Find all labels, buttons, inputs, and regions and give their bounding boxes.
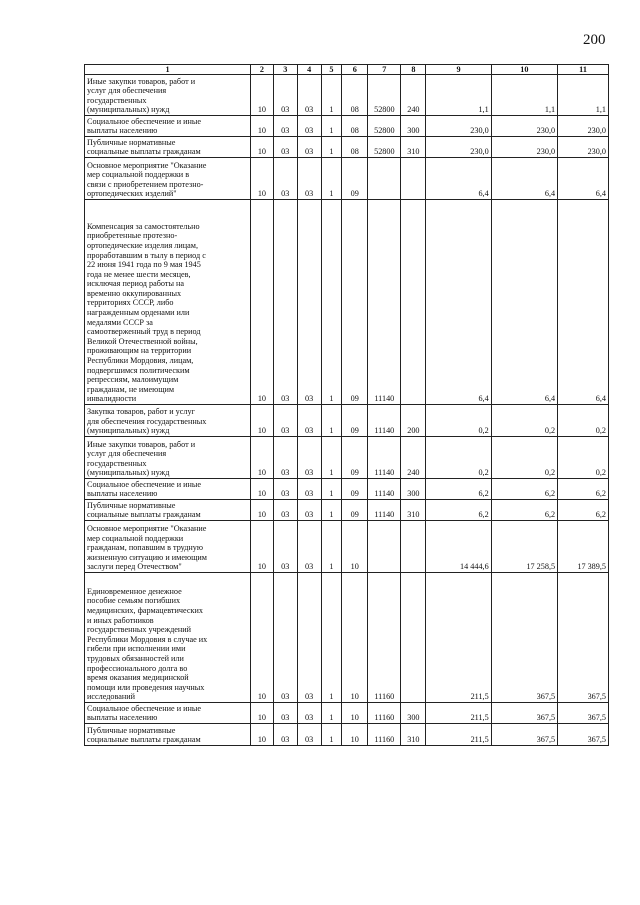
- direction-code-cell: 52800: [368, 75, 401, 116]
- program-code-cell: 03: [297, 437, 321, 479]
- table-row: [85, 200, 609, 405]
- subprogram-code-cell: 1: [321, 573, 342, 703]
- section-code-cell: 10: [251, 158, 274, 200]
- direction-code-cell: 11140: [368, 479, 401, 500]
- amount-year3-cell: 367,5: [558, 573, 609, 703]
- budget-table: [84, 64, 609, 746]
- amount-year3-cell: 230,0: [558, 116, 609, 137]
- subprogram-code-cell: 1: [321, 405, 342, 437]
- row-name-cell: Компенсация за самостоятельно приобретенные протезно- ортопедические изделия лицам, проработавшим в тылу в период с 22 июня 1941 года по 9 мая 1945 года не менее шести месяцев, исключая период работы на временно оккупированных территориях СССР, либо награжденным орденами или медалями СССР за самоотверженный труд в период Великой Отечественной войны, проживающим на территории Республики Мордовия, лицам, подвергшимся политическим репрессиям, малоимущим гражданам, не имеющим инвалидности: [85, 200, 251, 405]
- subprogram-code-cell: 1: [321, 200, 342, 405]
- direction-code-cell: 11140: [368, 200, 401, 405]
- program-code-cell: 03: [297, 158, 321, 200]
- header-cell: 4: [297, 65, 321, 75]
- section-code-cell: 10: [251, 437, 274, 479]
- header-cell: 10: [491, 65, 557, 75]
- subsection-code-cell: 03: [273, 158, 297, 200]
- subprogram-code-cell: 1: [321, 158, 342, 200]
- subsection-code-cell: 03: [273, 137, 297, 158]
- subsection-code-cell: 03: [273, 75, 297, 116]
- amount-year3-cell: 0,2: [558, 437, 609, 479]
- activity-code-cell: 10: [342, 573, 368, 703]
- header-cell: 7: [368, 65, 401, 75]
- subprogram-code-cell: 1: [321, 116, 342, 137]
- subprogram-code-cell: 1: [321, 521, 342, 573]
- expense-type-cell: [401, 521, 426, 573]
- amount-year3-cell: 6,4: [558, 200, 609, 405]
- amount-year2-cell: 230,0: [491, 116, 557, 137]
- program-code-cell: 03: [297, 137, 321, 158]
- program-code-cell: 03: [297, 573, 321, 703]
- section-code-cell: 10: [251, 405, 274, 437]
- expense-type-cell: [401, 158, 426, 200]
- expense-type-cell: [401, 200, 426, 405]
- amount-year1-cell: 230,0: [426, 116, 491, 137]
- amount-year2-cell: 0,2: [491, 437, 557, 479]
- subsection-code-cell: 03: [273, 437, 297, 479]
- program-code-cell: 03: [297, 405, 321, 437]
- subsection-code-cell: 03: [273, 724, 297, 746]
- table-row: [85, 405, 609, 437]
- subprogram-code-cell: 1: [321, 437, 342, 479]
- amount-year3-cell: 6,4: [558, 158, 609, 200]
- expense-type-cell: 310: [401, 724, 426, 746]
- amount-year1-cell: 14 444,6: [426, 521, 491, 573]
- expense-type-cell: [401, 573, 426, 703]
- activity-code-cell: 10: [342, 521, 368, 573]
- row-name-cell: Публичные нормативные социальные выплаты гражданам: [85, 137, 251, 158]
- table-row: [85, 137, 609, 158]
- table-row: [85, 573, 609, 703]
- subsection-code-cell: 03: [273, 200, 297, 405]
- row-name-cell: Публичные нормативные социальные выплаты гражданам: [85, 500, 251, 521]
- row-name-cell: Социальное обеспечение и иные выплаты населению: [85, 703, 251, 724]
- subprogram-code-cell: 1: [321, 724, 342, 746]
- table-row: [85, 521, 609, 573]
- expense-type-cell: 310: [401, 137, 426, 158]
- amount-year3-cell: 230,0: [558, 137, 609, 158]
- amount-year1-cell: 211,5: [426, 703, 491, 724]
- amount-year1-cell: 1,1: [426, 75, 491, 116]
- table-row: [85, 437, 609, 479]
- activity-code-cell: 10: [342, 724, 368, 746]
- expense-type-cell: 310: [401, 500, 426, 521]
- amount-year2-cell: 6,2: [491, 479, 557, 500]
- section-code-cell: 10: [251, 75, 274, 116]
- section-code-cell: 10: [251, 703, 274, 724]
- table-row: [85, 116, 609, 137]
- header-cell: 9: [426, 65, 491, 75]
- amount-year1-cell: 211,5: [426, 573, 491, 703]
- expense-type-cell: 300: [401, 116, 426, 137]
- direction-code-cell: [368, 521, 401, 573]
- expense-type-cell: 240: [401, 75, 426, 116]
- header-cell: 3: [273, 65, 297, 75]
- amount-year3-cell: 6,2: [558, 500, 609, 521]
- section-code-cell: 10: [251, 137, 274, 158]
- row-name-cell: Основное мероприятие "Оказание мер социальной поддержки гражданам, попавшим в трудную жизненную ситуацию и имеющим заслуги перед Отечеством": [85, 521, 251, 573]
- direction-code-cell: [368, 158, 401, 200]
- subsection-code-cell: 03: [273, 703, 297, 724]
- activity-code-cell: 09: [342, 479, 368, 500]
- table-row: [85, 158, 609, 200]
- expense-type-cell: 200: [401, 405, 426, 437]
- direction-code-cell: 11140: [368, 500, 401, 521]
- amount-year3-cell: 6,2: [558, 479, 609, 500]
- direction-code-cell: 52800: [368, 137, 401, 158]
- activity-code-cell: 08: [342, 75, 368, 116]
- row-name-cell: Иные закупки товаров, работ и услуг для обеспечения государственных (муниципальных) нужд: [85, 437, 251, 479]
- amount-year1-cell: 230,0: [426, 137, 491, 158]
- direction-code-cell: 11160: [368, 573, 401, 703]
- subprogram-code-cell: 1: [321, 75, 342, 116]
- amount-year1-cell: 0,2: [426, 405, 491, 437]
- amount-year2-cell: 6,4: [491, 158, 557, 200]
- direction-code-cell: 11160: [368, 703, 401, 724]
- header-cell: 8: [401, 65, 426, 75]
- amount-year3-cell: 367,5: [558, 703, 609, 724]
- activity-code-cell: 10: [342, 703, 368, 724]
- amount-year1-cell: 211,5: [426, 724, 491, 746]
- table-row: [85, 703, 609, 724]
- section-code-cell: 10: [251, 479, 274, 500]
- amount-year1-cell: 6,2: [426, 500, 491, 521]
- amount-year2-cell: 6,4: [491, 200, 557, 405]
- row-name-cell: Иные закупки товаров, работ и услуг для обеспечения государственных (муниципальных) нужд: [85, 75, 251, 116]
- header-cell: 1: [85, 65, 251, 75]
- header-cell: 2: [251, 65, 274, 75]
- activity-code-cell: 08: [342, 116, 368, 137]
- subsection-code-cell: 03: [273, 573, 297, 703]
- direction-code-cell: 11140: [368, 405, 401, 437]
- program-code-cell: 03: [297, 500, 321, 521]
- subprogram-code-cell: 1: [321, 479, 342, 500]
- section-code-cell: 10: [251, 724, 274, 746]
- amount-year1-cell: 6,2: [426, 479, 491, 500]
- activity-code-cell: 08: [342, 137, 368, 158]
- subsection-code-cell: 03: [273, 479, 297, 500]
- header-cell: 5: [321, 65, 342, 75]
- direction-code-cell: 52800: [368, 116, 401, 137]
- section-code-cell: 10: [251, 116, 274, 137]
- amount-year2-cell: 367,5: [491, 703, 557, 724]
- amount-year2-cell: 1,1: [491, 75, 557, 116]
- subsection-code-cell: 03: [273, 405, 297, 437]
- header-cell: 11: [558, 65, 609, 75]
- subprogram-code-cell: 1: [321, 137, 342, 158]
- amount-year3-cell: 367,5: [558, 724, 609, 746]
- direction-code-cell: 11160: [368, 724, 401, 746]
- section-code-cell: 10: [251, 573, 274, 703]
- expense-type-cell: 300: [401, 703, 426, 724]
- program-code-cell: 03: [297, 479, 321, 500]
- program-code-cell: 03: [297, 703, 321, 724]
- row-name-cell: Социальное обеспечение и иные выплаты населению: [85, 116, 251, 137]
- amount-year1-cell: 6,4: [426, 158, 491, 200]
- table-row: [85, 500, 609, 521]
- table-row: [85, 75, 609, 116]
- amount-year3-cell: 0,2: [558, 405, 609, 437]
- amount-year2-cell: 6,2: [491, 500, 557, 521]
- row-name-cell: Закупка товаров, работ и услуг для обеспечения государственных (муниципальных) нужд: [85, 405, 251, 437]
- program-code-cell: 03: [297, 521, 321, 573]
- amount-year2-cell: 367,5: [491, 724, 557, 746]
- page-number: 200: [583, 32, 606, 48]
- subsection-code-cell: 03: [273, 500, 297, 521]
- subsection-code-cell: 03: [273, 116, 297, 137]
- subprogram-code-cell: 1: [321, 703, 342, 724]
- amount-year3-cell: 1,1: [558, 75, 609, 116]
- amount-year2-cell: 0,2: [491, 405, 557, 437]
- amount-year1-cell: 0,2: [426, 437, 491, 479]
- table-header-row: [85, 65, 609, 75]
- expense-type-cell: 240: [401, 437, 426, 479]
- subsection-code-cell: 03: [273, 521, 297, 573]
- activity-code-cell: 09: [342, 158, 368, 200]
- amount-year2-cell: 17 258,5: [491, 521, 557, 573]
- section-code-cell: 10: [251, 500, 274, 521]
- section-code-cell: 10: [251, 200, 274, 405]
- program-code-cell: 03: [297, 200, 321, 405]
- program-code-cell: 03: [297, 116, 321, 137]
- direction-code-cell: 11140: [368, 437, 401, 479]
- section-code-cell: 10: [251, 521, 274, 573]
- subprogram-code-cell: 1: [321, 500, 342, 521]
- activity-code-cell: 09: [342, 200, 368, 405]
- row-name-cell: Единовременное денежное пособие семьям погибших медицинских, фармацевтических и иных работников государственных учреждений Республики Мордовия в случае их гибели при исполнении ими трудовых обязанностей или профессионального долга во время оказания медицинской помощи или проведения научных исследований: [85, 573, 251, 703]
- activity-code-cell: 09: [342, 500, 368, 521]
- row-name-cell: Социальное обеспечение и иные выплаты населению: [85, 479, 251, 500]
- activity-code-cell: 09: [342, 437, 368, 479]
- amount-year2-cell: 367,5: [491, 573, 557, 703]
- program-code-cell: 03: [297, 724, 321, 746]
- activity-code-cell: 09: [342, 405, 368, 437]
- table-row: [85, 724, 609, 746]
- row-name-cell: Основное мероприятие "Оказание мер социальной поддержки в связи с приобретением протезно- ортопедических изделий": [85, 158, 251, 200]
- table-row: [85, 479, 609, 500]
- amount-year2-cell: 230,0: [491, 137, 557, 158]
- row-name-cell: Публичные нормативные социальные выплаты гражданам: [85, 724, 251, 746]
- amount-year3-cell: 17 389,5: [558, 521, 609, 573]
- expense-type-cell: 300: [401, 479, 426, 500]
- header-cell: 6: [342, 65, 368, 75]
- program-code-cell: 03: [297, 75, 321, 116]
- amount-year1-cell: 6,4: [426, 200, 491, 405]
